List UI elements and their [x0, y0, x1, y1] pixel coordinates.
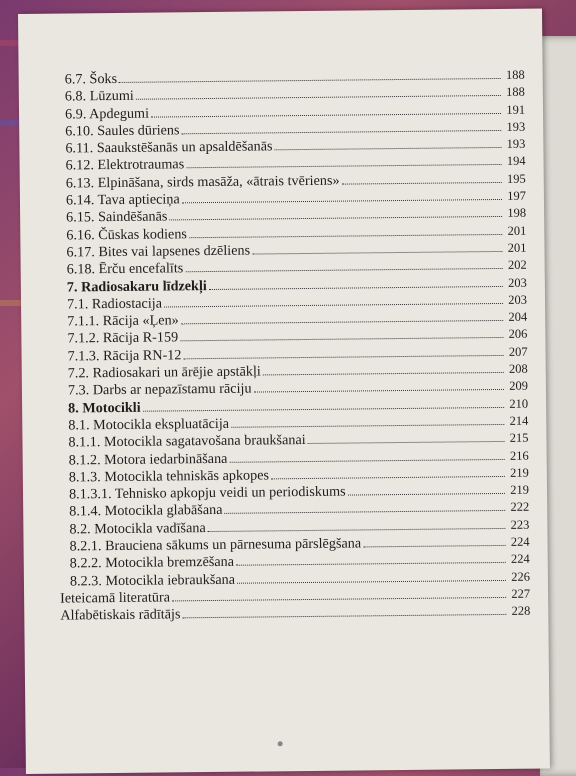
toc-entry-page-number: 188 [505, 67, 525, 82]
toc-entry-page-number: 203 [508, 292, 528, 307]
table-of-contents [55, 67, 531, 625]
toc-entry-label: 8.1.1. Motocikla sagatavošana braukšanai [68, 432, 306, 451]
dot-leader [237, 569, 506, 584]
toc-entry-page-number: 209 [509, 379, 528, 394]
dot-leader [185, 257, 502, 272]
page-mark [278, 741, 283, 746]
toc-entry-page-number: 193 [506, 136, 526, 152]
dot-leader [342, 171, 502, 185]
toc-entry-label: 6.7. Šoks [64, 70, 118, 88]
toc-entry-page-number: 223 [510, 517, 530, 532]
toc-entry-label: 8.1.3. Motocikla tehniskās apkopes [68, 467, 270, 486]
dot-leader [229, 447, 504, 462]
toc-entry-label: 7.1. Radiostacija [66, 295, 163, 313]
dot-leader [172, 586, 506, 601]
dot-leader [186, 153, 502, 168]
dot-leader [274, 136, 501, 150]
toc-entry-label: 6.9. Apdegumi [64, 105, 150, 123]
toc-entry-label: 7.1.1. Rācija «Ļen» [67, 312, 179, 330]
dot-leader [183, 344, 503, 359]
toc-entry-label: 6.11. Saaukstēšanās un apsaldēšanās [65, 138, 273, 157]
dot-leader [363, 534, 506, 547]
toc-entry-page-number: 203 [508, 275, 527, 290]
toc-entry-page-number: 208 [508, 361, 528, 376]
toc-entry-label: Alfabētiskais rādītājs [60, 606, 181, 624]
toc-entry-label: 6.17. Bites vai lapsenes dzēliens [66, 242, 251, 261]
dot-leader [231, 413, 504, 428]
toc-entry-page-number: 224 [510, 534, 530, 549]
toc-entry-page-number: 216 [509, 448, 529, 463]
toc-entry-label: 8. Motocikli [68, 399, 141, 417]
dot-leader [119, 67, 501, 83]
dot-leader [151, 102, 501, 118]
toc-entry-page-number: 204 [508, 309, 528, 325]
dot-leader [252, 240, 503, 255]
toc-entry-page-number: 224 [510, 551, 530, 567]
toc-entry [60, 603, 530, 625]
toc-entry-page-number: 201 [507, 223, 527, 238]
toc-entry-label: 6.8. Lūzumi [64, 88, 134, 105]
toc-entry-label: 6.16. Čūskas kodiens [66, 225, 187, 244]
toc-entry-page-number: 201 [507, 240, 527, 255]
toc-entry-label: Ieteicamā literatūra [60, 589, 171, 607]
toc-entry-page-number: 206 [508, 327, 528, 342]
dot-leader [253, 378, 504, 393]
toc-entry-page-number: 215 [509, 430, 529, 446]
book-page [18, 9, 550, 774]
dot-leader [348, 482, 506, 496]
toc-entry-label: 6.13. Elpināšana, sirds masāža, «ātrais tvēriens» [65, 172, 340, 192]
toc-entry-label: 6.14. Tava aptieciņa [65, 191, 180, 209]
toc-entry-label: 6.15. Saindēšanās [66, 208, 168, 226]
toc-entry-page-number: 210 [509, 396, 529, 411]
toc-entry-page-number: 193 [506, 119, 526, 134]
toc-entry-label: 6.18. Ērču encefalīts [66, 260, 184, 278]
toc-entry-page-number: 191 [506, 102, 526, 117]
dot-leader [143, 396, 505, 412]
dot-leader [182, 188, 502, 203]
dot-leader [180, 326, 503, 341]
dot-leader [236, 551, 506, 566]
dot-leader [182, 603, 506, 618]
dot-leader [308, 430, 505, 444]
dot-leader [164, 292, 503, 308]
dot-leader [189, 223, 503, 238]
toc-entry-page-number: 188 [506, 84, 525, 100]
dot-leader [136, 84, 501, 100]
bleed-through-text [475, 678, 556, 739]
toc-entry-page-number: 194 [506, 154, 526, 169]
dot-leader [209, 275, 503, 290]
dot-leader [208, 517, 506, 532]
toc-entry-page-number: 222 [510, 500, 530, 515]
toc-entry-page-number: 207 [508, 344, 528, 359]
toc-entry-page-number: 219 [510, 465, 529, 480]
toc-entry-label: 8.2.2. Motocikla bremzēšana [69, 554, 235, 572]
dot-leader [181, 309, 504, 324]
toc-entry-page-number: 198 [507, 206, 527, 221]
toc-entry-label: 7.3. Darbs ar nepazīstamu rāciju [67, 380, 252, 399]
toc-entry-label: 7.1.3. Rācija RN-12 [67, 347, 182, 365]
toc-entry-label: 8.1.3.1. Tehnisko apkopju veidi un periodiskums [68, 483, 346, 503]
toc-entry-label: 6.10. Saules dūriens [65, 122, 180, 140]
toc-entry-page-number: 228 [511, 603, 531, 619]
dot-leader [263, 361, 504, 376]
dot-leader [224, 499, 505, 514]
toc-entry-label: 8.2.1. Brauciena sākums un pārnesuma pārslēgšana [69, 535, 362, 555]
dot-leader [271, 465, 505, 479]
toc-entry-page-number: 227 [511, 586, 531, 601]
toc-entry-label: 7.2. Radiosakari un ārējie apstākļi [67, 363, 261, 382]
dot-leader [169, 205, 502, 220]
toc-entry-label: 8.2.3. Motocikla iebraukšana [69, 571, 236, 590]
toc-entry-label: 8.1. Motocikla ekspluatācija [68, 415, 230, 434]
toc-entry-label: 6.12. Elektrotraumas [65, 156, 185, 174]
toc-entry-page-number: 214 [509, 413, 529, 428]
toc-entry-label: 8.2. Motocikla vadīšana [69, 519, 206, 538]
toc-entry-label: 7. Radiosakaru līdzekļi [66, 277, 207, 296]
toc-entry-page-number: 202 [507, 257, 527, 273]
toc-entry-page-number: 195 [506, 171, 526, 186]
toc-entry-page-number: 197 [507, 188, 527, 203]
dot-leader [181, 119, 501, 134]
toc-entry-page-number: 219 [510, 482, 530, 497]
toc-entry-page-number: 226 [511, 569, 530, 584]
toc-entry-label: 7.1.2. Rācija R-159 [67, 329, 179, 347]
toc-entry-label: 8.1.2. Motora iedarbināšana [68, 450, 228, 469]
toc-entry-label: 8.1.4. Motocikla glabāšana [69, 502, 223, 520]
